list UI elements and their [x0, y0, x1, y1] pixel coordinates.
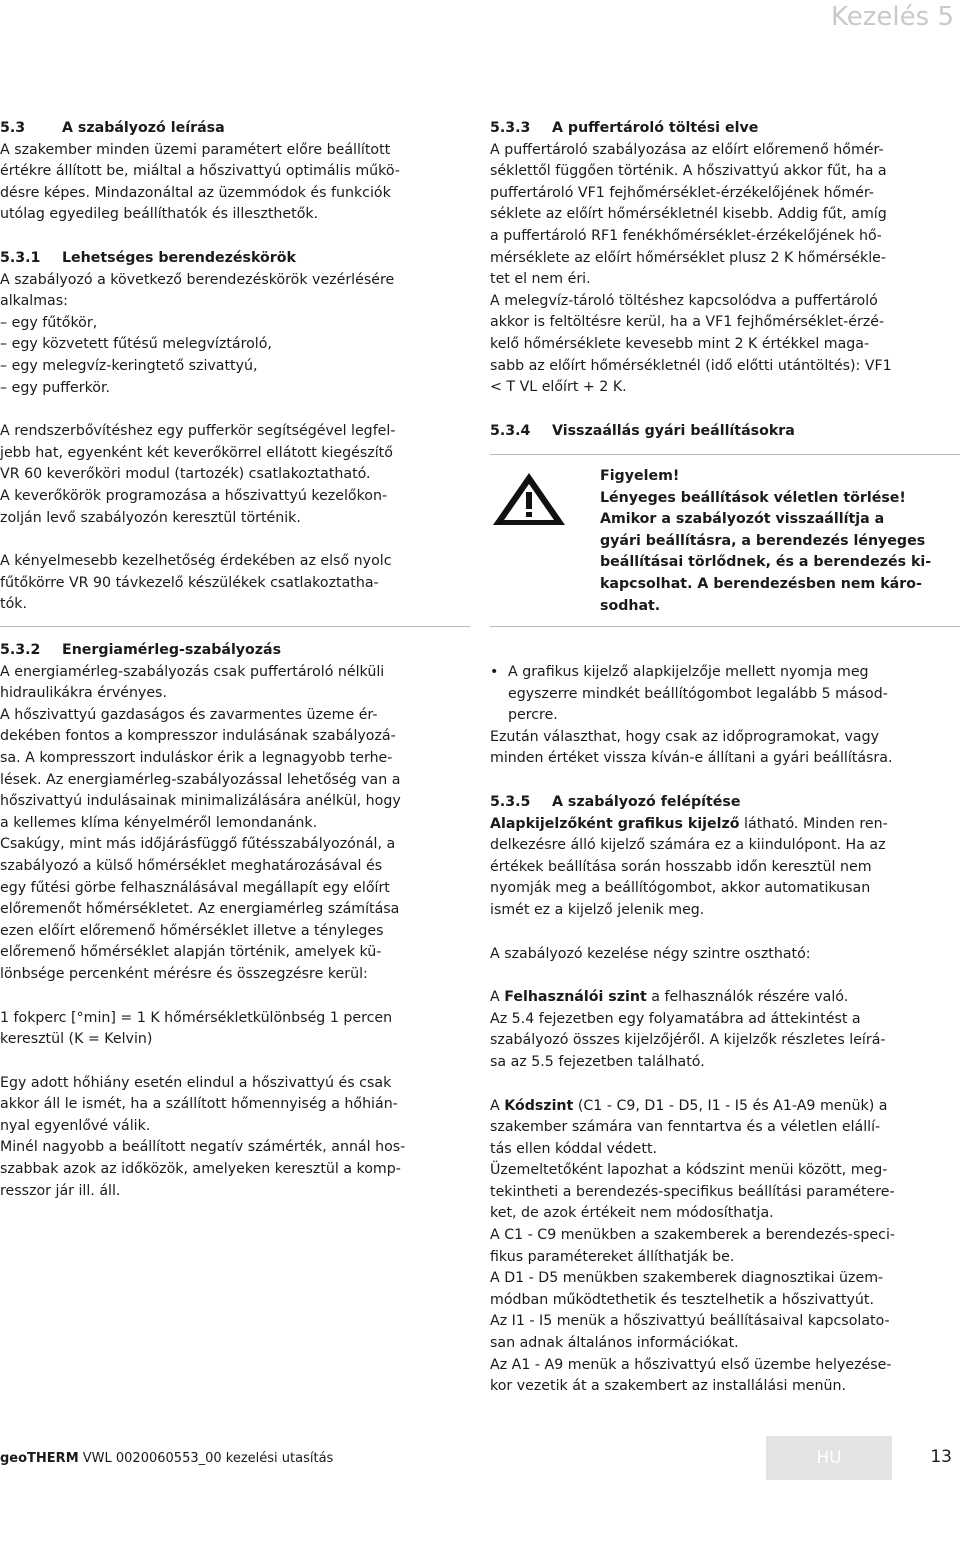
divider [0, 626, 470, 627]
text-line: előremenőt hőmérsékletet. Az energiamérleg számítása [0, 901, 400, 918]
text-line: < T VL előírt + 2 K. [490, 379, 627, 396]
text-line: 1 fokperc [°min] = 1 K hőmérsékletkülönbség 1 percen [0, 1009, 393, 1026]
text-line: szabályozó összes kijelzőjéről. A kijelzők részletes leírá- [490, 1032, 886, 1049]
text-line: gyári beállításra, a berendezés lényeges [600, 532, 926, 549]
section-title: Visszaállás gyári beállításokra [552, 422, 795, 439]
text: (C1 - C9, D1 - D5, I1 - I5 és A1-A9 menük) a [573, 1097, 888, 1114]
formula [0, 1008, 462, 1051]
text-line: dekében fontos a kompresszor indulásának szabályozá- [0, 728, 396, 745]
text-line: resszor jár ill. áll. [0, 1182, 121, 1199]
text-line: módban működtethetik és tesztelhetik a hőszivattyút. [490, 1291, 874, 1308]
text-line: alkalmas: [0, 293, 68, 310]
section-heading-5-3-5 [490, 792, 952, 814]
text-line: ket, de azok értékeit nem módosíthatja. [490, 1205, 774, 1222]
text-line: tekintheti a berendezés-specifikus beállítási paramétere- [490, 1183, 895, 1200]
code-level-term: Kódszint [504, 1097, 574, 1114]
text-line: Az I1 - I5 menük a hőszivattyú beállításaival kapcsolato- [490, 1313, 890, 1330]
section-title: Energiamérleg-szabályozás [62, 642, 282, 658]
brand: geoTHERM [0, 1451, 79, 1466]
text-line: A rendszerbővítéshez egy pufferkör segítségével legfel- [0, 423, 396, 440]
text-line: Az 5.4 fejezetben egy folyamatábra ad áttekintést a [490, 1010, 861, 1027]
text-line: tók. [0, 596, 27, 613]
section-number: 5.3.1 [0, 249, 41, 266]
paragraph [490, 1009, 952, 1074]
user-level-term: Felhasználói szint [504, 989, 647, 1006]
text-line: értékre állított be, miáltal a hőszivattyú optimális műkö- [0, 163, 400, 180]
text-line: désre képes. Mindazonáltal az üzemmódok és funkciók [0, 184, 391, 201]
text-line: A kényelmesebb kezelhetőség érdekében az első nyolc [0, 553, 392, 570]
text-line: előremenő hőmérséklet alapján történik, amelyek kü- [0, 944, 382, 961]
text-line: • A grafikus kijelző alapkijelzője mellett nyomja meg [508, 664, 869, 680]
text-line: kor vezetik át a szakembert az installálási menün. [490, 1378, 846, 1395]
text: A [490, 989, 505, 1006]
text-line: szakember számára van fenntartva és a véletlen elállí- [490, 1119, 881, 1136]
text-line: lések. Az energiamérleg-szabályozással lehetőség van a [0, 771, 401, 788]
page-number: 13 [930, 1447, 952, 1467]
text-line: Az A1 - A9 menük a hőszivattyú első üzembe helyezése- [490, 1356, 892, 1373]
text-line: fikus paramétereket állíthatják be. [490, 1248, 735, 1265]
text-line: ismét ez a kijelző jelenik meg. [490, 901, 705, 918]
text-line: ezen előírt előremenő hőmérséklet illetve a tényleges [0, 922, 384, 939]
text-line: lönbsége percenként mérésre és összegzésre kerül: [0, 965, 368, 982]
section-title: A szabályozó felépítése [552, 793, 741, 810]
user-level-line [490, 987, 952, 1009]
text-line: sabb az előírt hőmérsékletnél (idő előtti utántöltés): VF1 [490, 357, 892, 374]
text-line: Csakúgy, mint más időjárásfüggő fűtésszabályozónál, a [0, 836, 396, 853]
levels-line: A szabályozó kezelése négy szintre osztható: [490, 945, 811, 962]
text-line: kapcsolhat. A berendezésben nem káro- [600, 575, 922, 592]
section-number: 5.3 [0, 120, 26, 136]
text-line: Egy adott hőhiány esetén elindul a hőszivattyú és csak [0, 1074, 392, 1091]
doc-name: VWL 0020060553_00 kezelési utasítás [78, 1451, 334, 1466]
text-line: egyszerre mindkét beállítógombot legalább 5 másod- [508, 685, 888, 702]
text-line: A szabályozó a következő berendezéskörök vezérlésére [0, 271, 395, 288]
language-badge: HU [766, 1436, 892, 1480]
section-heading-5-3-1 [0, 248, 462, 270]
text-line: – egy fűtőkör, [0, 314, 98, 331]
text-line: a puffertároló RF1 fenékhőmérséklet-érzékelőjének hő- [490, 227, 882, 244]
text-line: A keverőkörök programozása a hőszivattyú kezelőkon- [0, 487, 388, 504]
text-line: A szakember minden üzemi paramétert előre beállított [0, 141, 391, 158]
text-line: séklete az előírt hőmérsékletnél kisebb. Addig fűt, amíg [490, 206, 887, 223]
text-line: minden értéket vissza kíván-e állítani a gyári beállításra. [490, 750, 893, 767]
section-number: 5.3.5 [490, 793, 531, 810]
section-title: A puffertároló töltési elve [552, 120, 759, 136]
text-line: értékek beállítása során hosszabb időn keresztül nem [490, 858, 872, 875]
text-line: jebb hat, egyenként két keverőkörrel ellátott kiegészítő [0, 444, 393, 461]
text: a felhasználók részére való. [646, 989, 849, 1006]
text-line: Minél nagyobb a beállított negatív számérték, annál hos- [0, 1139, 406, 1156]
divider [490, 454, 960, 455]
text-line: nyal egyenlővé válik. [0, 1117, 151, 1134]
text-line: Üzemeltetőként lapozhat a kódszint menüi között, meg- [490, 1162, 888, 1179]
text-line: A puffertároló szabályozása az előírt előremenő hőmér- [490, 141, 884, 158]
text-line: akkor is feltöltésre kerül, ha a VF1 fejhőmérséklet-érzé- [490, 314, 885, 331]
paragraph [0, 662, 462, 986]
text-line: egy fűtési görbe felhasználásával megállapít egy előírt [0, 879, 390, 896]
chapter-header: Kezelés 5 [831, 2, 954, 32]
text-line: – egy pufferkör. [0, 379, 111, 396]
bullet-item [490, 662, 952, 727]
text-line: séklettől függően történik. A hőszivattyú akkor fűt, ha a [490, 163, 887, 180]
text-line: Lényeges beállítások véletlen törlése! [600, 489, 906, 506]
paragraph [0, 270, 462, 400]
paragraph [490, 835, 952, 921]
section-title: A szabályozó leírása [62, 120, 225, 136]
text-line: A hőszivattyú gazdaságos és zavarmentes üzeme ér- [0, 706, 378, 723]
intro-bold: Alapkijelzőként grafikus kijelző [490, 815, 740, 832]
text-line: Amikor a szabályozót visszaállítja a [600, 511, 885, 528]
text-line: utólag egyedileg beállíthatók és illeszthetők. [0, 206, 319, 223]
text-line: a kellemes klíma kényelméről lemondanánk. [0, 814, 318, 831]
warning-box [600, 466, 960, 617]
text-line: Figyelem! [600, 468, 680, 484]
text: A [490, 1097, 505, 1114]
paragraph [0, 421, 462, 529]
paragraph [0, 551, 462, 616]
divider [490, 626, 960, 627]
text-line: sa. A kompresszort induláskor érik a legnagyobb terhe- [0, 749, 393, 766]
section-heading-5-3-4 [490, 421, 952, 443]
right-column-lower [490, 662, 952, 1398]
section-number: 5.3.2 [0, 642, 41, 658]
text-line: szabályozó a külső hőmérséklet meghatározásával és [0, 857, 383, 874]
text-line: kelő hőmérséklete kevesebb mint 2 K értékkel maga- [490, 335, 870, 352]
text-line: zolján levő szabályozón keresztül történik. [0, 509, 301, 526]
text-line: san adnak általános információkat. [490, 1335, 739, 1352]
text-line: A D1 - D5 menükben szakemberek diagnosztikai üzem- [490, 1270, 884, 1287]
footer-doc-title [0, 1448, 333, 1470]
paragraph [0, 1073, 462, 1203]
section-number: 5.3.4 [490, 422, 531, 439]
text-line: beállításai törlődnek, és a berendezés ki- [600, 554, 932, 571]
warning-triangle-icon [490, 470, 568, 528]
text-line: delkezésre álló kijelző számára ez a kiindulópont. Ha az [490, 837, 886, 854]
text-line: A melegvíz-tároló töltéshez kapcsolódva a puffertároló [490, 292, 878, 309]
text-line: tás ellen kóddal védett. [490, 1140, 658, 1157]
text-line: Ezután választhat, hogy csak az időprogramokat, vagy [490, 728, 880, 745]
text-line: mérséklete az előírt hőmérséklet plusz 2 K hőmérsékle- [490, 249, 886, 266]
text-line: – egy melegvíz-keringtető szivattyú, [0, 357, 258, 374]
left-column [0, 118, 462, 616]
paragraph [490, 140, 952, 399]
text-line: sa az 5.5 fejezetben található. [490, 1053, 705, 1070]
text-line: A C1 - C9 menükben a szakemberek a berendezés-speci- [490, 1227, 896, 1244]
paragraph [0, 140, 462, 226]
text-line: puffertároló VF1 fejhőmérséklet-érzékelőjének hőmér- [490, 184, 874, 201]
text-line: fűtőkörre VR 90 távkezelő készülékek csatlakoztatha- [0, 574, 379, 591]
paragraph [490, 1117, 952, 1398]
text-line: A energiamérleg-szabályozás csak puffertároló nélküli [0, 663, 385, 680]
text-line: hőszivattyú indulásainak minimalizálására anélkül, hogy [0, 793, 401, 810]
text-line: szabbak azok az időközök, amelyeken keresztül a komp- [0, 1161, 401, 1178]
text-line: akkor áll le ismét, ha a szállított hőmennyiség a hőhián- [0, 1096, 398, 1113]
intro-line [490, 814, 952, 836]
text-line: keresztül (K = Kelvin) [0, 1031, 153, 1048]
right-column [490, 118, 952, 442]
code-level-line [490, 1096, 952, 1118]
left-column-lower [0, 640, 462, 1202]
section-heading-5-3 [0, 118, 462, 140]
text-line: VR 60 keverőköri modul (tartozék) csatlakoztatható. [0, 466, 371, 483]
text-line: hidraulikákra érvényes. [0, 685, 167, 702]
text-line: tet el nem éri. [490, 271, 591, 288]
text-line: percre. [508, 707, 558, 724]
text-line: sodhat. [600, 597, 661, 614]
text-line: nyomják meg a beállítógombot, akkor automatikusan [490, 880, 871, 897]
section-heading-5-3-3 [490, 118, 952, 140]
section-heading-5-3-2 [0, 640, 462, 662]
intro-rest: látható. Minden ren- [739, 815, 888, 832]
section-title: Lehetséges berendezéskörök [62, 249, 296, 266]
section-number: 5.3.3 [490, 120, 531, 136]
paragraph [490, 727, 952, 770]
text-line: – egy közvetett fűtésű melegvíztároló, [0, 336, 272, 353]
